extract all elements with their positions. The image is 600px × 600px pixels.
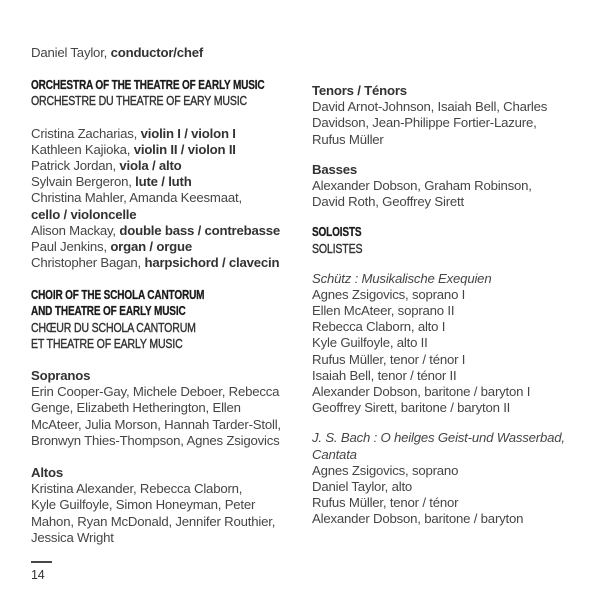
body-text: Christina Mahler, Amanda Keesmaat, xyxy=(31,190,242,206)
text-line xyxy=(312,132,592,148)
emphasis-text: violin I / violon I xyxy=(140,125,236,141)
body-text: David Arnot-Johnson, Isaiah Bell, Charles xyxy=(312,99,548,115)
emphasis-text: Altos xyxy=(31,464,63,480)
soloists-heading xyxy=(312,224,592,256)
body-text: Jessica Wright xyxy=(31,529,114,545)
body-text: Agnes Zsigovics, soprano I xyxy=(312,286,466,302)
page-number-rule xyxy=(31,561,52,563)
text-line xyxy=(312,384,592,400)
emphasis-text: Basses xyxy=(312,161,357,177)
page-number: 14 xyxy=(31,568,45,582)
tenors-section xyxy=(312,83,592,148)
body-text: McAteer, Julia Morson, Hannah Tarder-Stoll, xyxy=(31,416,281,432)
text-line xyxy=(31,303,306,319)
heading-text: SOLOISTS xyxy=(312,224,362,240)
emphasis-text: harpsichord / clavecin xyxy=(144,255,280,271)
text-line xyxy=(31,45,306,61)
text-line xyxy=(31,126,306,142)
work-title: J. S. Bach : O heilges Geist-und Wasserbad, xyxy=(312,430,565,446)
text-line xyxy=(31,93,306,109)
text-line xyxy=(31,239,306,255)
text-line xyxy=(31,207,306,223)
left-column xyxy=(31,45,306,562)
text-line xyxy=(312,83,592,99)
text-line xyxy=(31,384,306,400)
orchestra-members xyxy=(31,126,306,272)
emphasis-text: double bass / contrebasse xyxy=(119,222,281,238)
right-column xyxy=(312,83,592,542)
subheading-text: SOLISTES xyxy=(312,240,363,256)
body-text: Alison Mackay, xyxy=(31,222,120,238)
body-text: Bronwyn Thies-Thompson, Agnes Zsigovics xyxy=(31,432,280,448)
body-text: Christopher Bagan, xyxy=(31,255,145,271)
body-text: Mahon, Ryan McDonald, Jennifer Routhier, xyxy=(31,513,276,529)
text-line xyxy=(312,319,592,335)
text-line xyxy=(31,320,306,336)
subheading-text: ET THEATRE OF EARLY MUSIC xyxy=(31,335,183,351)
text-line xyxy=(312,224,592,240)
text-line xyxy=(312,194,592,210)
body-text: Agnes Zsigovics, soprano xyxy=(312,462,459,478)
text-line xyxy=(31,530,306,546)
text-line xyxy=(312,99,592,115)
choir-heading xyxy=(31,287,306,352)
emphasis-text: cello / violoncelle xyxy=(31,206,137,222)
text-line xyxy=(312,178,592,194)
body-text: Alexander Dobson, Graham Robinson, xyxy=(312,177,532,193)
text-line xyxy=(312,335,592,351)
heading-text: AND THEATRE OF EARLY MUSIC xyxy=(31,303,186,319)
body-text: Patrick Jordan, xyxy=(31,157,120,173)
body-text: Kathleen Kajioka, xyxy=(31,141,134,157)
body-text: Rufus Müller, tenor / ténor I xyxy=(312,351,466,367)
emphasis-text: Tenors / Ténors xyxy=(312,83,407,98)
emphasis-text: Sopranos xyxy=(31,368,91,383)
body-text: Ellen McAteer, soprano II xyxy=(312,303,455,319)
subheading-text: ORCHESTRE DU THEATRE OF EARY MUSIC xyxy=(31,93,247,109)
text-line xyxy=(312,479,592,495)
schutz-soloists xyxy=(312,271,592,417)
text-line xyxy=(312,430,592,446)
body-text: Kristina Alexander, Rebecca Claborn, xyxy=(31,481,243,497)
body-text: Genge, Elizabeth Hetherington, Ellen xyxy=(31,400,241,416)
text-line xyxy=(312,162,592,178)
text-line xyxy=(31,481,306,497)
body-text: Erin Cooper-Gay, Michele Deboer, Rebecca xyxy=(31,384,280,400)
sopranos-section xyxy=(31,368,306,449)
heading-text: ORCHESTRA OF THE THEATRE OF EARLY MUSIC xyxy=(31,77,265,93)
text-line xyxy=(312,352,592,368)
text-line xyxy=(31,223,306,239)
body-text: Davidson, Jean-Philippe Fortier-Lazure, xyxy=(312,115,537,131)
body-text: Cristina Zacharias, xyxy=(31,125,141,141)
text-line xyxy=(312,495,592,511)
body-text: Sylvain Bergeron, xyxy=(31,174,136,190)
text-line xyxy=(31,400,306,416)
text-line xyxy=(31,336,306,352)
work-title: Schütz : Musikalische Exequien xyxy=(312,270,492,286)
text-line xyxy=(31,368,306,384)
emphasis-text: conductor/chef xyxy=(110,45,204,60)
text-line xyxy=(31,433,306,449)
altos-section xyxy=(31,465,306,546)
text-line xyxy=(31,77,306,93)
body-text: Daniel Taylor, xyxy=(31,45,111,60)
body-text: Rebecca Claborn, alto I xyxy=(312,319,446,335)
body-text: Alexander Dobson, baritone / baryton I xyxy=(312,384,531,399)
text-line xyxy=(31,255,306,271)
text-line xyxy=(312,463,592,479)
conductor-line xyxy=(31,45,306,61)
work-title: Cantata xyxy=(312,446,357,462)
subheading-text: CHŒUR DU SCHOLA CANTORUM xyxy=(31,319,196,335)
text-line xyxy=(312,115,592,131)
emphasis-text: violin II / violon II xyxy=(133,141,236,157)
text-line xyxy=(31,158,306,174)
text-line xyxy=(312,303,592,319)
text-line xyxy=(31,417,306,433)
body-text: Daniel Taylor, alto xyxy=(312,478,413,494)
text-line xyxy=(31,514,306,530)
body-text: Kyle Guilfoyle, alto II xyxy=(312,335,428,351)
text-line xyxy=(31,287,306,303)
text-line xyxy=(31,174,306,190)
text-line xyxy=(31,190,306,206)
emphasis-text: organ / orgue xyxy=(110,238,192,254)
text-line xyxy=(312,368,592,384)
text-line xyxy=(312,400,592,416)
body-text: Geoffrey Sirett, baritone / baryton II xyxy=(312,400,511,416)
heading-text: CHOIR OF THE SCHOLA CANTORUM xyxy=(31,287,205,303)
text-line xyxy=(312,271,592,287)
text-line xyxy=(31,465,306,481)
body-text: Kyle Guilfoyle, Simon Honeyman, Peter xyxy=(31,497,256,513)
emphasis-text: viola / alto xyxy=(119,157,182,173)
body-text: Rufus Müller xyxy=(312,131,384,147)
basses-section xyxy=(312,162,592,211)
orchestra-heading xyxy=(31,77,306,109)
text-line xyxy=(312,287,592,303)
body-text: Isaiah Bell, tenor / ténor II xyxy=(312,367,457,383)
text-line xyxy=(312,241,592,257)
body-text: Alexander Dobson, baritone / baryton xyxy=(312,511,524,527)
body-text: David Roth, Geoffrey Sirett xyxy=(312,194,464,210)
text-line xyxy=(31,497,306,513)
bach-soloists xyxy=(312,430,592,527)
text-line xyxy=(312,511,592,527)
page-footer xyxy=(31,561,52,584)
emphasis-text: lute / luth xyxy=(135,174,192,190)
body-text: Paul Jenkins, xyxy=(31,238,111,254)
body-text: Rufus Müller, tenor / ténor xyxy=(312,495,459,511)
text-line xyxy=(31,142,306,158)
text-line xyxy=(312,447,592,463)
